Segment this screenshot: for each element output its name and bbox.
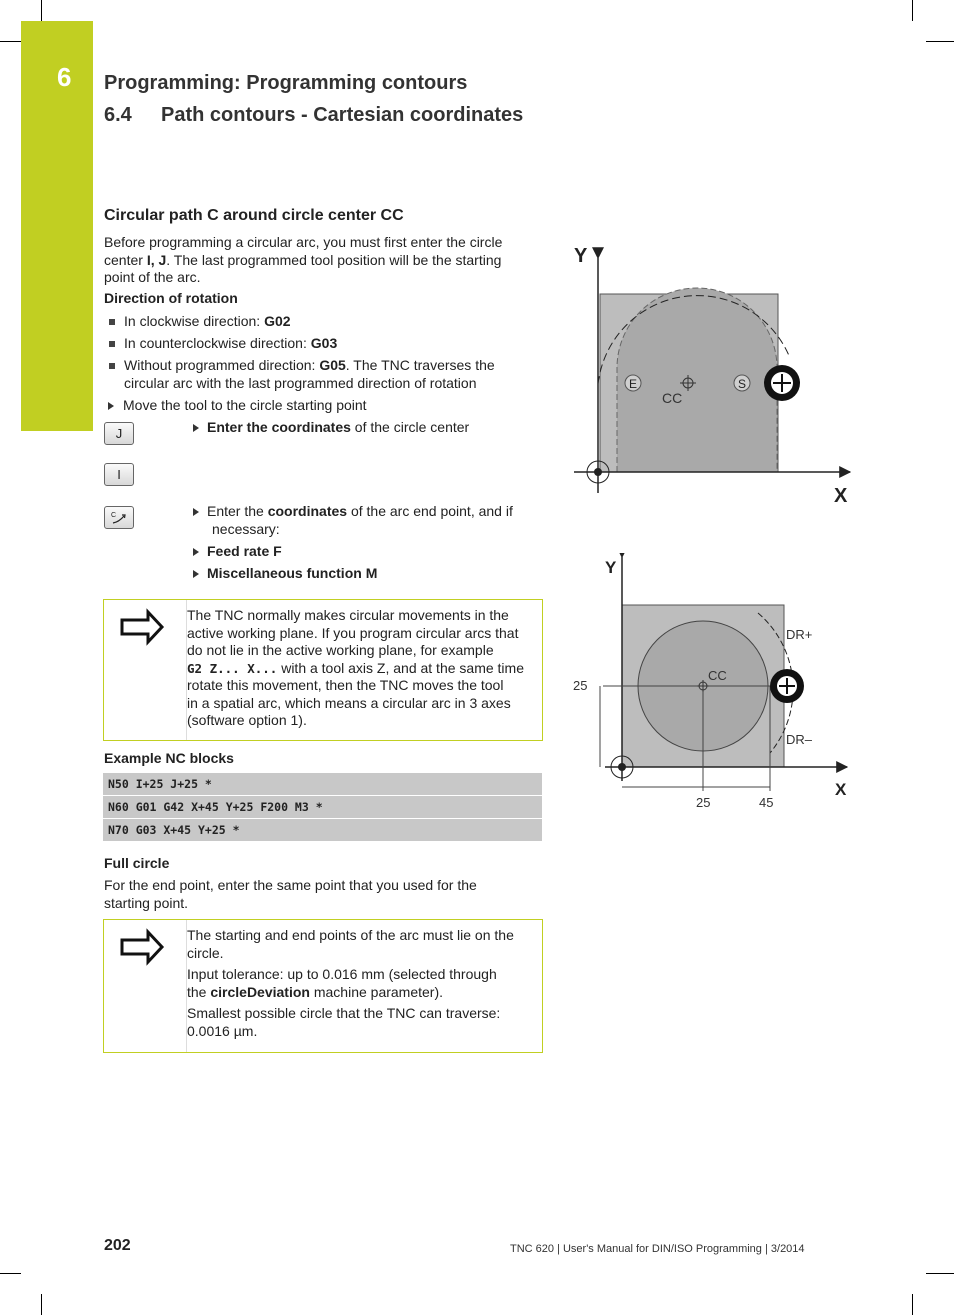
crop-mark — [926, 41, 954, 42]
list-text: circular arc with the last programmed direction of rotation — [124, 374, 477, 391]
note-line: The starting and end points of the arc must lie on the — [187, 927, 514, 943]
note-line-text: with a tool axis Z, and at the same time — [277, 659, 524, 676]
note-line: rotate this movement, then the TNC moves the tool — [187, 677, 504, 693]
step-text: of the circle center — [350, 419, 470, 435]
bullet-icon — [109, 341, 115, 347]
tool-cutter-icon — [764, 365, 800, 401]
note-line: in a spatial arc, which means a circular arc in 3 axes — [187, 694, 511, 711]
intro-code: I, J — [146, 251, 167, 268]
key-i[interactable]: I — [104, 463, 134, 486]
nc-block: N70 G03 X+45 Y+25 * — [103, 819, 542, 841]
step-text: of the arc end point, and if — [347, 503, 513, 519]
fullcircle-line: For the end point, enter the same point that you used for the — [104, 877, 477, 893]
crop-mark — [41, 0, 42, 21]
page-heading: Circular path C around circle center CC — [104, 207, 404, 224]
fullcircle-text — [104, 877, 534, 912]
x-axis-label: X — [835, 780, 847, 799]
list-text: . The TNC traverses the — [345, 357, 495, 373]
step-bold: coordinates — [267, 503, 348, 519]
crop-mark — [0, 41, 21, 42]
list-text: In counterclockwise direction: — [124, 335, 311, 351]
note-icon-cell — [104, 600, 187, 740]
dr-minus-label: DR– — [786, 732, 813, 747]
note-line: 0.0016 µm. — [187, 1022, 258, 1039]
x-dimension-label: 45 — [759, 795, 774, 810]
intro-line — [104, 252, 534, 270]
note-line: active working plane. If you program circular arcs that — [187, 624, 519, 641]
note-line: The TNC normally makes circular movements in the — [187, 607, 509, 623]
chapter-number: 6 — [57, 62, 72, 92]
note-line-text: the — [187, 983, 211, 1000]
note-code: G2 Z... X... — [187, 660, 278, 676]
circular-contour — [617, 288, 777, 472]
note-icon-cell — [104, 920, 187, 1052]
crop-mark — [0, 1273, 21, 1274]
nc-block: N60 G01 G42 X+45 Y+25 F200 M3 * — [103, 796, 542, 818]
intro-line: point of the arc. — [104, 269, 201, 285]
note-box — [103, 919, 543, 1053]
key-c-label: C — [111, 512, 117, 519]
chapter-title: Programming: Programming contours — [104, 72, 468, 94]
note-line: (software option 1). — [187, 712, 307, 728]
note-text — [187, 927, 539, 1040]
note-arrow-icon — [104, 600, 186, 660]
crop-mark — [912, 1294, 913, 1315]
note-line: Smallest possible circle that the TNC can traverse: — [187, 1005, 501, 1021]
intro-line: Before programming a circular arc, you must first enter the circle — [104, 234, 503, 250]
step-bold: Miscellaneous function M — [207, 565, 378, 581]
note-line — [187, 660, 539, 678]
y-axis-label: Y — [605, 558, 617, 577]
y-axis-label: Y — [574, 245, 588, 267]
page-number: 202 — [104, 1237, 131, 1254]
bullet-icon — [109, 319, 115, 325]
key-c-circle[interactable] — [104, 506, 134, 529]
start-point-label: S — [738, 377, 747, 391]
arrow-icon — [193, 548, 199, 556]
note-param: circleDeviation — [210, 983, 310, 1000]
list-item — [109, 357, 539, 392]
bullet-icon — [109, 363, 115, 369]
list-code: G05 — [319, 357, 346, 373]
intro-text: . The last programmed tool position will be the starting — [166, 251, 502, 268]
note-line — [187, 984, 539, 1002]
step-bold: Enter the coordinates — [207, 419, 351, 435]
direction-title: Direction of rotation — [104, 290, 238, 306]
fullcircle-title: Full circle — [104, 855, 170, 871]
crop-mark — [41, 1294, 42, 1315]
section-name: Path contours - Cartesian coordinates — [161, 104, 524, 126]
tool-cutter-icon — [770, 669, 804, 703]
key-j[interactable]: J — [104, 422, 134, 445]
center-label: CC — [708, 668, 727, 683]
list-code: G02 — [264, 313, 291, 329]
action-step — [193, 503, 538, 538]
note-line-text: machine parameter). — [309, 983, 444, 1000]
list-text: Without programmed direction: — [124, 357, 320, 373]
nc-block: N50 I+25 J+25 * — [103, 773, 542, 795]
example-title: Example NC blocks — [104, 750, 234, 766]
note-arrow-icon — [104, 920, 186, 980]
center-label: CC — [662, 390, 683, 406]
action-step — [193, 565, 377, 583]
arrow-icon — [193, 570, 199, 578]
list-item — [109, 313, 291, 331]
step-text: Enter the — [207, 503, 268, 519]
intro-text: center — [104, 251, 147, 268]
note-line: do not lie in the active working plane, for example — [187, 642, 494, 658]
list-item — [109, 335, 337, 353]
x-dimension-label: 25 — [696, 795, 711, 810]
note-box — [103, 599, 543, 741]
section-number: 6.4 — [104, 104, 132, 126]
section-title — [104, 104, 523, 127]
arrow-icon — [193, 424, 199, 432]
action-step — [193, 543, 282, 561]
y-dimension-label: 25 — [573, 678, 588, 693]
arrow-icon — [108, 402, 114, 410]
step-text: necessary: — [212, 520, 280, 537]
footer-text: TNC 620 | User's Manual for DIN/ISO Programming | 3/2014 — [510, 1243, 805, 1255]
fullcircle-line: starting point. — [104, 894, 189, 911]
x-axis-label: X — [834, 485, 848, 507]
figure-radius-compensation — [565, 553, 860, 813]
end-point-label: E — [629, 377, 638, 391]
figure-arc-direction — [560, 238, 860, 510]
list-code: G03 — [310, 335, 338, 351]
action-step — [193, 419, 469, 437]
crop-mark — [912, 0, 913, 21]
list-text: In clockwise direction: — [124, 313, 265, 329]
circle-path-icon — [105, 507, 133, 528]
step-text: Move the tool to the circle starting point — [123, 397, 367, 413]
intro-paragraph — [104, 234, 534, 287]
note-text — [187, 607, 539, 730]
note-line: circle. — [187, 944, 224, 961]
dr-plus-label: DR+ — [786, 627, 813, 642]
crop-mark — [926, 1273, 954, 1274]
step-bold: Feed rate F — [207, 543, 282, 559]
note-line: Input tolerance: up to 0.016 mm (selected through — [187, 966, 497, 982]
action-step — [108, 397, 367, 415]
arrow-icon — [193, 508, 199, 516]
